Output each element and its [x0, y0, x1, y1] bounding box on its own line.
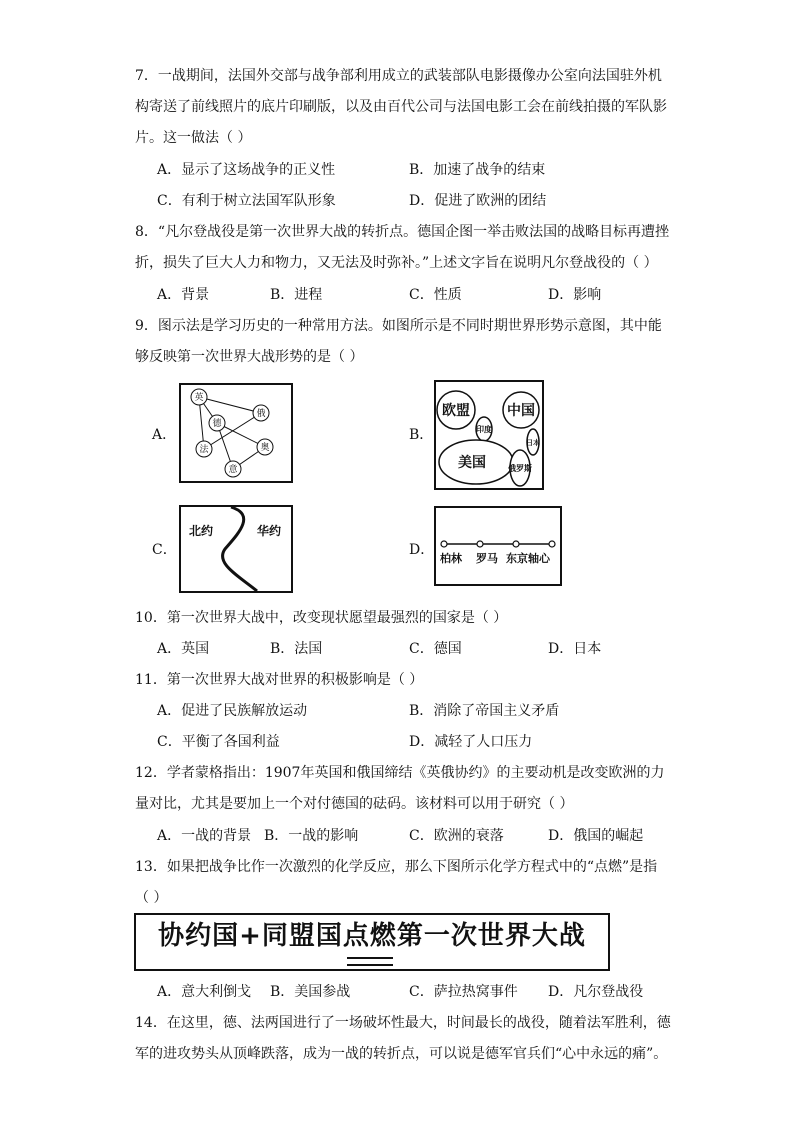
q9-figure-c: [179, 505, 293, 593]
fig-d-node-rome: 罗马: [476, 552, 498, 565]
q11-option-d[interactable]: D．减轻了人口压力: [409, 734, 533, 750]
q7-line-1: 7．一战期间，法国外交部与战争部利用成立的武装部队电影摄像办公室向法国驻外机: [135, 68, 662, 84]
fig-b-node-russia: 俄罗斯: [508, 464, 532, 473]
q7-option-b[interactable]: B．加速了战争的结束: [409, 162, 546, 178]
q13-equation-bar-bottom: [347, 964, 393, 966]
fig-b-node-india: 印度: [476, 425, 492, 434]
q8-option-c[interactable]: C．性质: [409, 287, 462, 303]
q10-option-d[interactable]: D．日本: [548, 641, 602, 657]
q14-line-1: 14．在这里，德、法两国进行了一场破坏性最大，时间最长的战役，随着法军胜利，德: [135, 1015, 671, 1031]
q13-option-b[interactable]: B．美国参战: [270, 984, 351, 1000]
q11-option-a[interactable]: A．促进了民族解放运动: [157, 703, 308, 719]
q13-line-2: （ ）: [135, 890, 168, 906]
fig-d-node-berlin: 柏林: [440, 552, 462, 565]
q8-option-a[interactable]: A．背景: [157, 287, 210, 303]
q12-option-a[interactable]: A．一战的背景: [157, 828, 252, 844]
q9-label-c[interactable]: C．: [152, 542, 177, 558]
q12-option-b[interactable]: B．一战的影响: [264, 828, 359, 844]
q13-line-1: 13．如果把战争比作一次激烈的化学反应，那么下图所示化学方程式中的“点燃”是指: [135, 859, 658, 875]
q7-line-2: 构寄送了前线照片的底片印刷版，以及由百代公司与法国电影工会在前线拍摄的军队影: [135, 99, 667, 115]
q8-line-2: 折，损失了巨大人力和物力，又无法及时弥补。”上述文字旨在说明凡尔登战役的（ ）: [135, 255, 658, 271]
q9-line-1: 9．图示法是学习历史的一种常用方法。如图所示是不同时期世界形势示意图，其中能: [135, 318, 662, 334]
q10-line: 10．第一次世界大战中，改变现状愿望最强烈的国家是（ ）: [135, 610, 508, 626]
q11-line: 11．第一次世界大战对世界的积极影响是（ ）: [135, 672, 424, 688]
q7-option-d[interactable]: D．促进了欧洲的团结: [409, 193, 547, 209]
q12-option-d[interactable]: D．俄国的崛起: [548, 828, 644, 844]
q13-option-d[interactable]: D．凡尔登战役: [548, 984, 644, 1000]
q7-line-3: 片。这一做法（ ）: [135, 130, 252, 146]
q14-line-2: 军的进攻势头从顶峰跌落，成为一战的转折点，可以说是德军官兵们“心中永远的痛”。: [135, 1046, 668, 1062]
fig-a-node-austria: 奥: [260, 443, 270, 453]
q13-option-a[interactable]: A．意大利倒戈: [157, 984, 252, 1000]
fig-a-node-germany: 德: [212, 419, 222, 429]
q10-option-a[interactable]: A．英国: [157, 641, 210, 657]
q13-option-c[interactable]: C．萨拉热窝事件: [409, 984, 518, 1000]
q10-option-c[interactable]: C．德国: [409, 641, 462, 657]
fig-b-node-china: 中国: [507, 403, 535, 419]
fig-a-node-italy: 意: [228, 465, 238, 475]
q8-line-1: 8．“凡尔登战役是第一次世界大战的转折点。德国企图一举击败法国的战略目标再遭挫: [135, 224, 670, 240]
q9-label-a[interactable]: A．: [152, 427, 177, 443]
fig-b-node-usa: 美国: [458, 455, 486, 471]
fig-c-label-warsaw: 华约: [256, 524, 282, 538]
q9-label-d[interactable]: D．: [409, 542, 435, 558]
fig-a-node-britain: 英: [194, 393, 204, 403]
q7-option-c[interactable]: C．有利于树立法国军队形象: [157, 193, 336, 209]
q11-option-c[interactable]: C．平衡了各国利益: [157, 734, 280, 750]
q9-figure-b: [434, 380, 544, 490]
q8-option-d[interactable]: D．影响: [548, 287, 602, 303]
q12-line-1: 12．学者蒙格指出：1907年英国和俄国缔结《英俄协约》的主要动机是改变欧洲的力: [135, 765, 665, 781]
q13-equation-bar-top: [347, 957, 393, 959]
q9-figure-a: [179, 383, 293, 483]
q12-option-c[interactable]: C．欧洲的衰落: [409, 828, 504, 844]
fig-b-node-japan: 日本: [526, 439, 540, 447]
q10-option-b[interactable]: B．法国: [270, 641, 323, 657]
q9-line-2: 够反映第一次世界大战形势的是（ ）: [135, 349, 364, 365]
fig-a-node-russia: 俄: [256, 409, 266, 419]
q11-option-b[interactable]: B．消除了帝国主义矛盾: [409, 703, 560, 719]
fig-c-label-nato: 北约: [188, 524, 214, 538]
q13-equation-text: 协约国+同盟国点燃第一次世界大战: [158, 921, 586, 951]
q9-label-b[interactable]: B．: [409, 427, 434, 443]
q9-figure-d: [434, 506, 562, 586]
fig-d-node-tokyo-axis: 东京轴心: [506, 552, 550, 565]
q8-option-b[interactable]: B．进程: [270, 287, 323, 303]
q7-option-a[interactable]: A．显示了这场战争的正义性: [157, 162, 336, 178]
fig-b-node-eu: 欧盟: [442, 403, 470, 419]
q12-line-2: 量对比，尤其是要加上一个对付德国的砝码。该材料可以用于研究（ ）: [135, 796, 574, 812]
q13-equation-box: [134, 913, 610, 971]
fig-a-node-france: 法: [199, 445, 209, 455]
